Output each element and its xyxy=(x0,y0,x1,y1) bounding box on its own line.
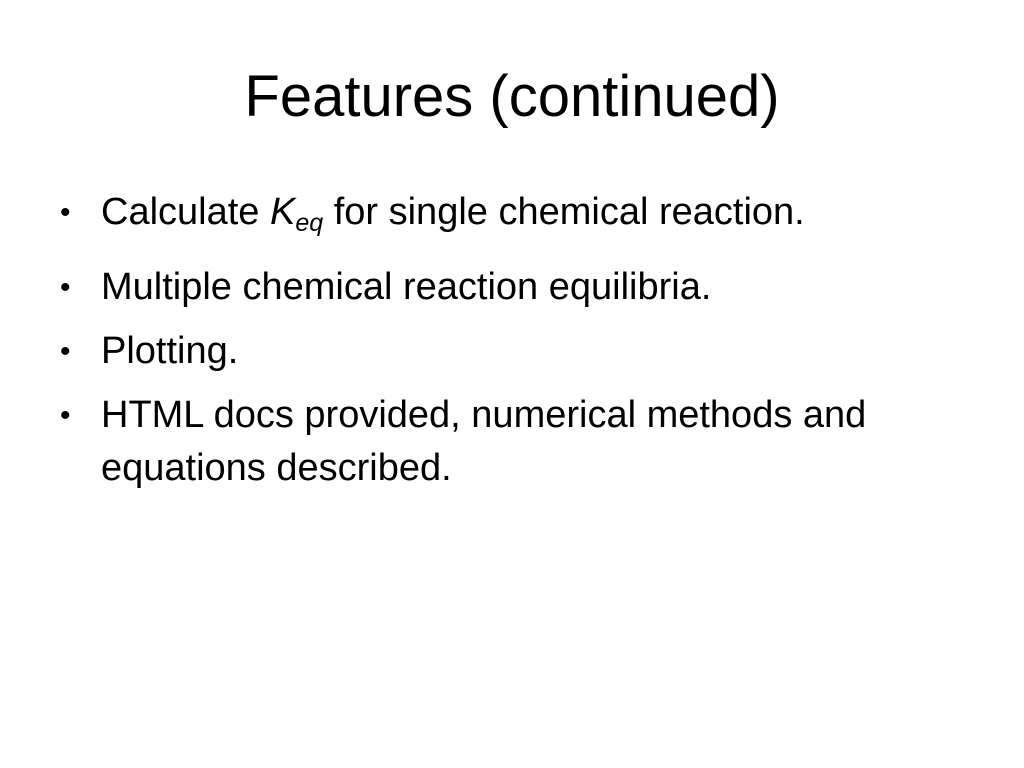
bullet-text: Multiple chemical reaction equilibria. xyxy=(101,266,712,308)
bullet-text: Plotting. xyxy=(101,330,239,372)
bullet-list xyxy=(60,186,960,506)
bullet-marker: • xyxy=(60,399,71,432)
bullet-text-after: for single chemical reaction. xyxy=(323,191,805,233)
bullet-marker: • xyxy=(60,271,71,304)
bullet-item-multiple-equilibria xyxy=(60,261,960,314)
slide-title: Features (continued) xyxy=(244,64,780,129)
keq-subscript: eq xyxy=(295,209,324,237)
bullet-item-keq xyxy=(60,186,960,250)
bullet-marker: • xyxy=(60,335,71,368)
keq-symbol: K xyxy=(269,191,296,233)
bullet-marker: • xyxy=(60,196,71,229)
bullet-text-before: Calculate xyxy=(101,191,270,233)
bullet-item-html-docs xyxy=(60,389,960,495)
bullet-text: HTML docs provided, numerical methods and equations described. xyxy=(101,394,867,489)
bullet-item-plotting xyxy=(60,325,960,378)
